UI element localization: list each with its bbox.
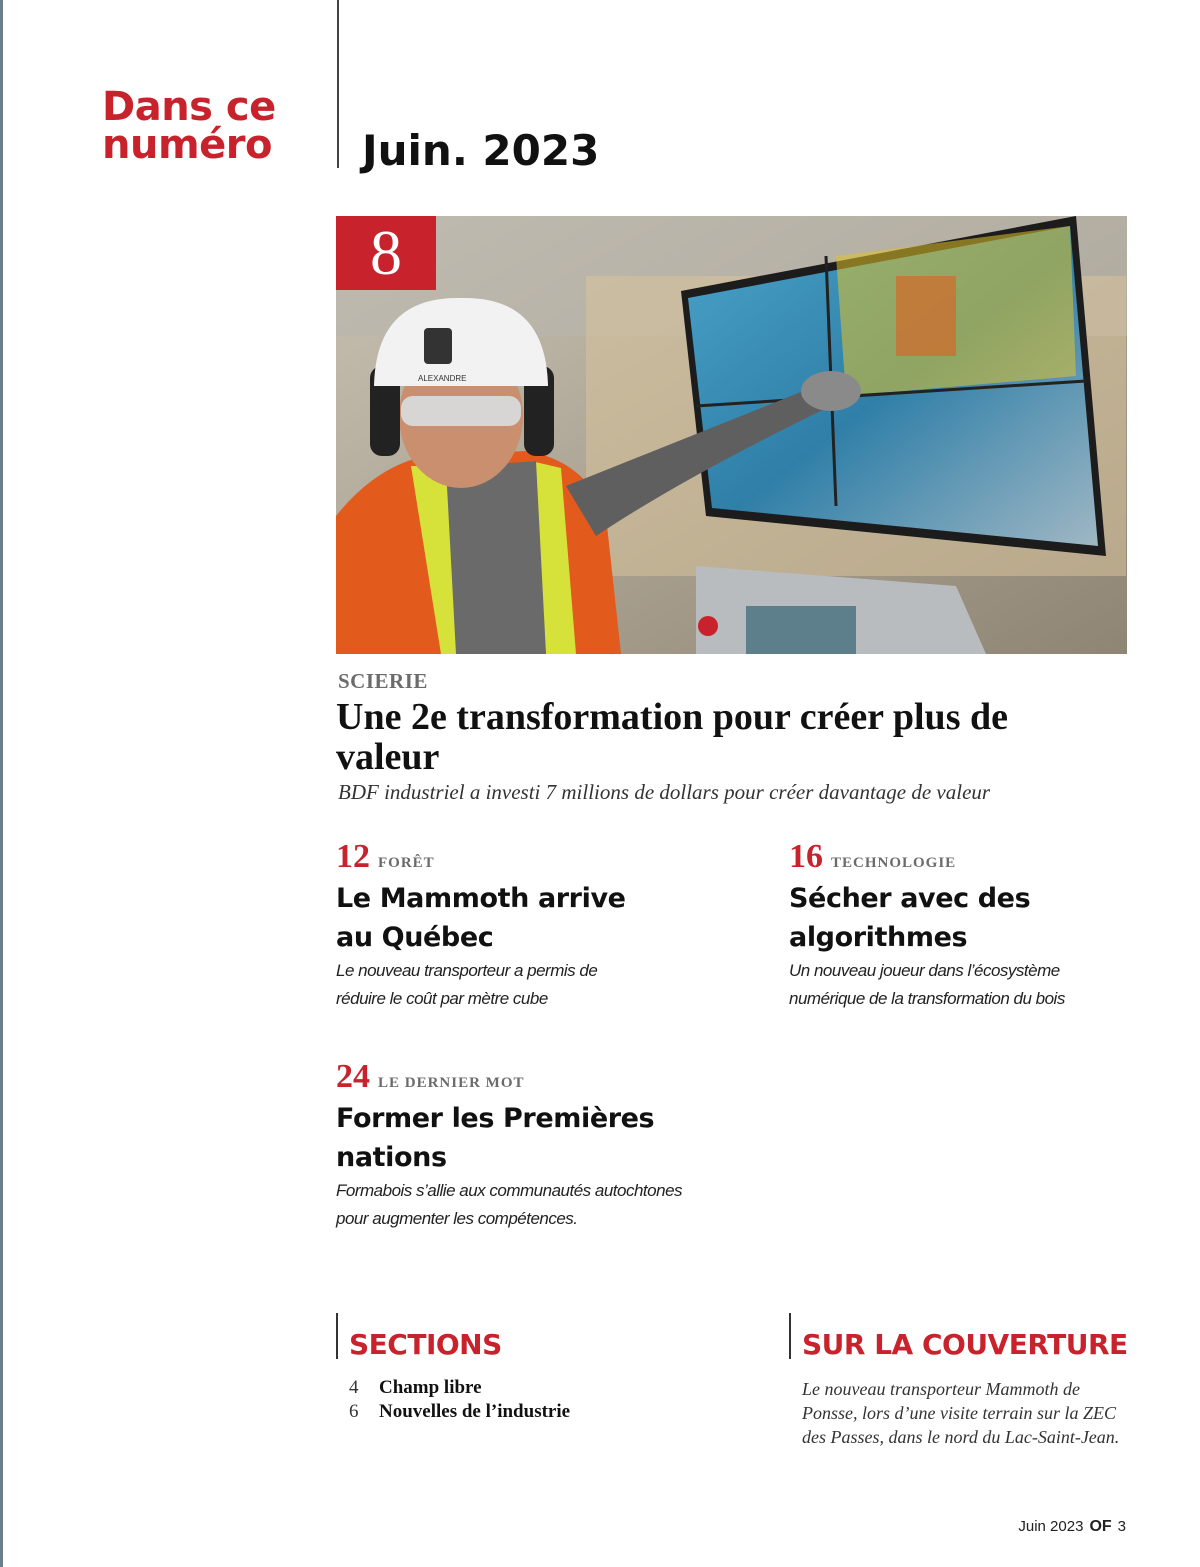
story-title[interactable]: Former les Premières nations <box>336 1103 655 1173</box>
page-edge-line <box>0 0 3 1567</box>
helmet-text: ALEXANDRE <box>418 374 467 383</box>
feature-subtitle: BDF industriel a investi 7 millions de dollars pour créer davantage de valeur <box>338 780 991 804</box>
story-page-number: 16 <box>789 838 823 875</box>
cover-description: Le nouveau transporteur Mammoth de Ponsse, lors d’une visite terrain sur la ZEC des Passes, dans le nord du Lac-Saint-Jean. <box>802 1379 1120 1447</box>
section-label-text: Nouvelles de l’industrie <box>379 1401 571 1422</box>
story-title[interactable]: Le Mammoth arrive au Québec <box>336 883 626 953</box>
section-page: 4 <box>349 1377 359 1398</box>
section-item[interactable] <box>349 1400 570 1424</box>
header-divider <box>337 0 339 168</box>
section-item[interactable] <box>349 1376 570 1400</box>
story-description: Un nouveau joueur dans l’écosystème numérique de la transformation du bois <box>789 961 1065 1008</box>
feature-title[interactable]: Une 2e transformation pour créer plus de valeur <box>336 696 1008 778</box>
story-page-number: 24 <box>336 1058 370 1095</box>
story-title[interactable]: Sécher avec des algorithmes <box>789 883 1031 953</box>
feature-photo-illustration <box>336 216 1127 654</box>
section-label: Dans ce numéro <box>102 84 276 168</box>
page-footer <box>1018 1518 1126 1536</box>
story-description: Formabois s’allie aux communautés autochtones pour augmenter les compétences. <box>336 1181 683 1228</box>
story-category: LE DERNIER MOT <box>378 1075 525 1091</box>
section-page: 6 <box>349 1401 359 1422</box>
cover-divider <box>789 1313 791 1359</box>
issue-date: Juin. 2023 <box>362 126 600 175</box>
story-item[interactable] <box>336 840 696 1013</box>
story-category: FORÊT <box>378 855 435 871</box>
sections-heading: SECTIONS <box>349 1328 502 1361</box>
story-category: TECHNOLOGIE <box>831 855 957 871</box>
footer-magazine: OF <box>1089 1518 1112 1535</box>
cover-heading: SUR LA COUVERTURE <box>802 1328 1128 1361</box>
sections-divider <box>336 1313 338 1359</box>
story-page-number: 12 <box>336 838 370 875</box>
footer-issue: Juin 2023 <box>1018 1518 1084 1535</box>
feature-photo[interactable] <box>336 216 1127 654</box>
sections-list <box>349 1376 570 1424</box>
story-item[interactable] <box>336 1060 696 1233</box>
story-item[interactable] <box>789 840 1149 1013</box>
feature-category: SCIERIE <box>338 669 428 693</box>
feature-page-badge: 8 <box>336 216 436 290</box>
section-label-text: Champ libre <box>379 1377 482 1398</box>
story-description: Le nouveau transporteur a permis de réduire le coût par mètre cube <box>336 961 598 1008</box>
footer-page-number: 3 <box>1117 1518 1126 1535</box>
